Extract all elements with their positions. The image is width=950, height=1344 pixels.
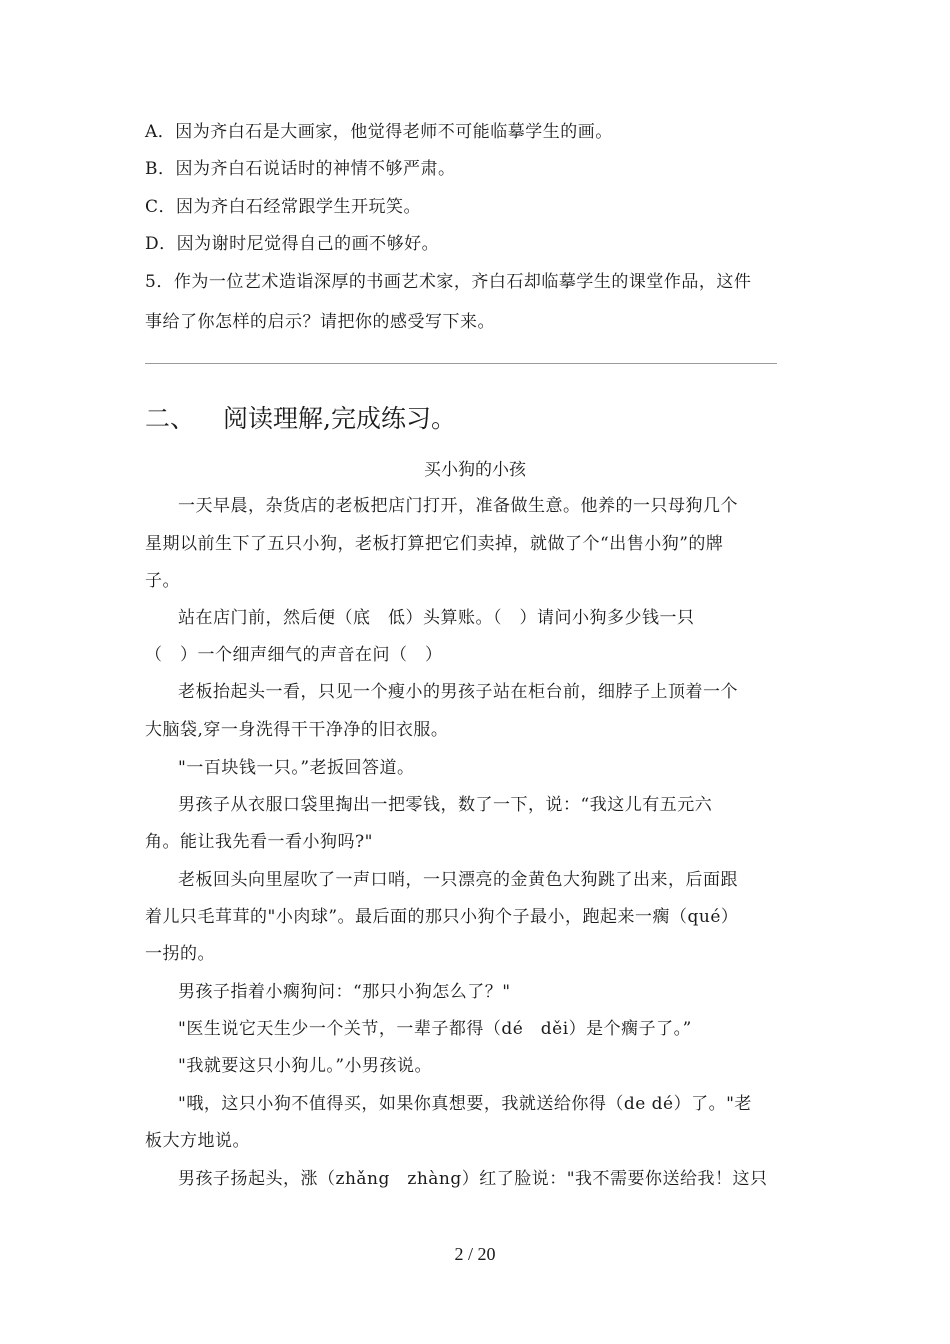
option-b: B．因为齐白石说话时的神情不够严肃。 [145,159,456,179]
section-number: 二、 [145,404,196,433]
story-line: "我就要这只小狗儿。”小男孩说。 [178,1056,433,1076]
option-a: A．因为齐白石是大画家，他觉得老师不可能临摹学生的画。 [145,122,613,142]
story-line: "一百块钱一只。”老扳回答道。 [178,758,415,778]
page-number: 2 / 20 [454,1244,496,1264]
story-line: 着儿只毛茸茸的"小肉球”。最后面的那只小狗个子最小，跑起来一瘸（qué） [145,907,739,927]
story-line: 站在店门前，然后便（底 低）头算账。（ ）请问小狗多少钱一只 [178,608,695,628]
story-line: "医生说它天生少一个关节，一辈子都得（dé děi）是个瘸子了。” [178,1019,692,1039]
story-title: 买小狗的小孩 [424,460,526,480]
story-line: 一拐的。 [145,944,215,964]
story-line: 板大方地说。 [145,1131,250,1151]
story-line: 老板抬起头一看，只见一个瘦小的男孩子站在柜台前，细脖子上顶着一个 [178,682,738,702]
story-line: 男孩子从衣服口袋里掏出一把零钱，数了一下，说：“我这儿有五元六 [178,795,713,815]
section-heading [145,402,456,436]
story-line: 男孩子指着小瘸狗问：“那只小狗怎么了？" [178,982,511,1002]
story-line: "哦，这只小狗不值得买，如果你真想要，我就送给你得（de dé）了。"老 [178,1094,752,1114]
story-line: 一天早晨，杂货店的老板把店门打开，准备做生意。他养的一只母狗几个 [178,496,738,516]
story-line: （ ）一个细声细气的声音在问（ ） [145,645,443,665]
section-title: 阅读理解,完成练习。 [223,404,456,433]
story-line: 角。能让我先看一看小狗吗?" [145,832,373,852]
answer-line [145,363,777,364]
story-line: 老板回头向里屋吹了一声口哨，一只漂亮的金黄色大狗跳了出来，后面跟 [178,870,738,890]
option-c: C．因为齐白石经常跟学生开玩笑。 [145,197,422,217]
story-line: 子。 [145,571,180,591]
story-line: 男孩子扬起头，涨（zhǎng zhàng）红了脸说："我不需要你送给我！这只 [178,1169,768,1189]
story-line: 大脑袋,穿一身洗得干干净净的旧衣服。 [145,720,449,740]
option-d: D．因为谢时尼觉得自己的画不够好。 [145,234,440,254]
story-line: 星期以前生下了五只小狗，老板打算把它们卖掉，就做了个“出售小狗”的牌 [145,534,724,554]
question-5-line-2: 事给了你怎样的启示？请把你的感受写下来。 [145,312,495,332]
question-5-line-1: 5．作为一位艺术造诣深厚的书画艺术家，齐白石却临摹学生的课堂作品，这件 [145,272,752,292]
